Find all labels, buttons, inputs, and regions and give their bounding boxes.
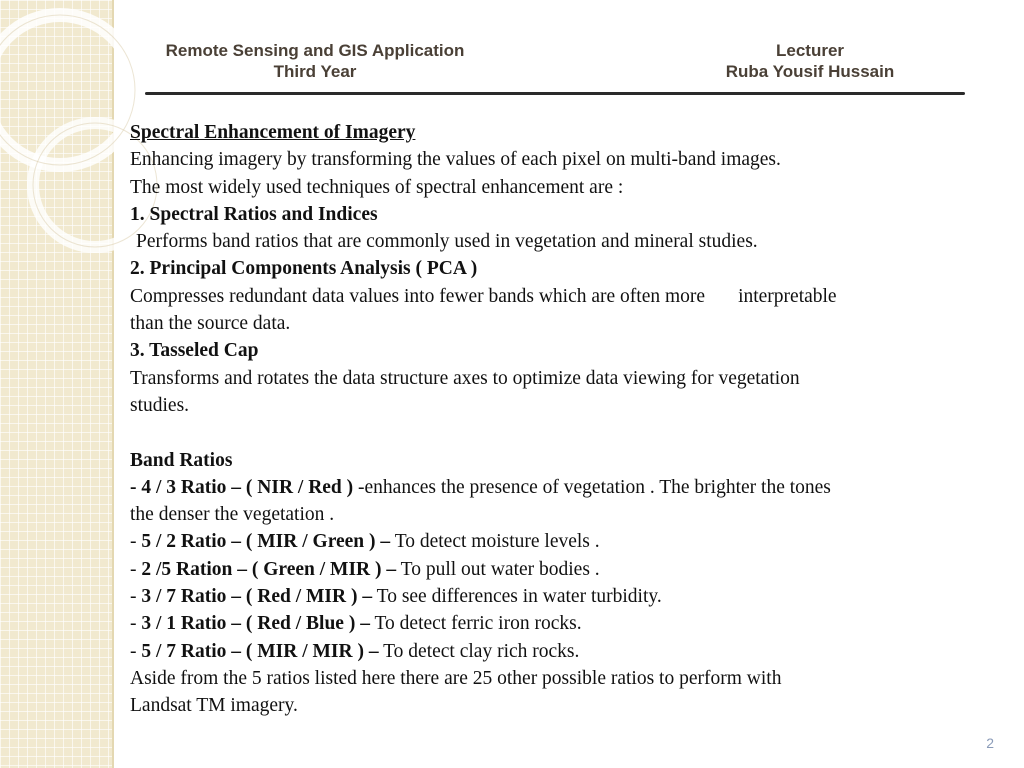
technique-2-desc-b: interpretable	[738, 285, 837, 307]
closing-line-1: Aside from the 5 ratios listed here there are 25 other possible ratios to perform with	[130, 667, 782, 689]
ratio-label: 2 /5 Ration – ( Green / MIR ) –	[141, 558, 397, 580]
technique-1-description: Performs band ratios that are commonly used in vegetation and mineral studies.	[136, 231, 758, 253]
technique-2-desc-a: Compresses redundant data values into fewer bands which are often more	[130, 285, 706, 307]
ratio-description: To detect clay rich rocks.	[383, 640, 580, 662]
course-year: Third Year	[273, 62, 357, 81]
ratio-item: - 5 / 7 Ratio – ( MIR / MIR ) – To detect clay rich rocks.	[130, 640, 580, 662]
technique-2-description-cont: than the source data.	[130, 313, 291, 335]
ratio-description: To detect moisture levels .	[394, 531, 600, 553]
course-title: Remote Sensing and GIS Application	[165, 41, 465, 60]
technique-1-heading: 1. Spectral Ratios and Indices	[130, 203, 378, 225]
ratio-label: 3 / 1 Ratio – ( Red / Blue ) –	[141, 613, 370, 635]
closing-line-2: Landsat TM imagery.	[130, 695, 298, 717]
ratio-item: - 3 / 1 Ratio – ( Red / Blue ) – To detect ferric iron rocks.	[130, 613, 582, 635]
ratio-item: - 3 / 7 Ratio – ( Red / MIR ) – To see differences in water turbidity.	[130, 586, 662, 608]
technique-3-description: Transforms and rotates the data structure axes to optimize data viewing for vegetation	[130, 367, 800, 389]
ratio-label: 5 / 2 Ratio – ( MIR / Green ) –	[141, 531, 391, 553]
intro-line-1: Enhancing imagery by transforming the values of each pixel on multi-band images.	[130, 149, 781, 171]
ratio-description: To detect ferric iron rocks.	[374, 613, 582, 635]
slide-body	[130, 119, 970, 720]
technique-3-description-cont: studies.	[130, 394, 190, 416]
lecturer-header	[700, 40, 920, 82]
decorative-sidebar	[0, 0, 114, 768]
intro-line-2: The most widely used techniques of spectral enhancement are :	[130, 176, 624, 198]
ratio-label: 5 / 7 Ratio – ( MIR / MIR ) –	[141, 640, 379, 662]
ratio-item	[130, 474, 970, 501]
lecturer-label: Lecturer	[775, 41, 845, 60]
ratio-description: To see differences in water turbidity.	[376, 586, 662, 608]
ratio-label: 3 / 7 Ratio – ( Red / MIR ) –	[141, 586, 373, 608]
ratio-description: -enhances the presence of vegetation . The brighter the tones	[358, 476, 831, 498]
course-header	[140, 40, 490, 82]
slide-number: 2	[986, 735, 994, 751]
technique-3-heading: 3. Tasseled Cap	[130, 340, 259, 362]
ratio-description: To pull out water bodies .	[400, 558, 600, 580]
technique-2-description	[130, 283, 970, 310]
lecturer-name: Ruba Yousif Hussain	[725, 62, 895, 81]
ratio-item: - 2 /5 Ration – ( Green / MIR ) – To pull out water bodies .	[130, 558, 600, 580]
band-ratios-heading: Band Ratios	[130, 449, 233, 471]
ratio-description-cont: the denser the vegetation .	[130, 504, 335, 526]
slide-title: Spectral Enhancement of Imagery	[130, 122, 416, 143]
ratio-label: - 4 / 3 Ratio – ( NIR / Red )	[130, 476, 354, 498]
technique-2-heading: 2. Principal Components Analysis ( PCA )	[130, 258, 478, 280]
header-divider	[145, 92, 965, 95]
ratio-item: - 5 / 2 Ratio – ( MIR / Green ) – To detect moisture levels .	[130, 531, 600, 553]
